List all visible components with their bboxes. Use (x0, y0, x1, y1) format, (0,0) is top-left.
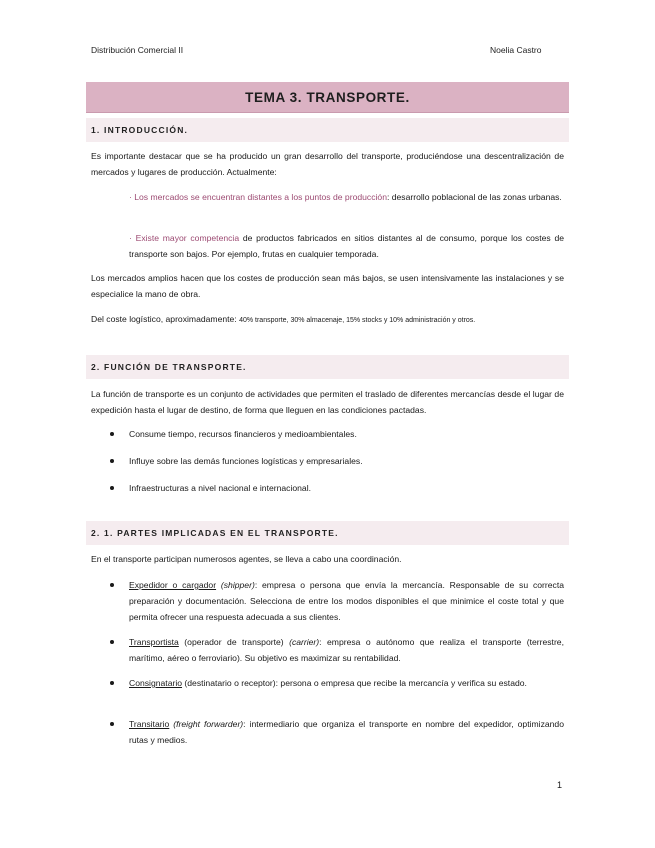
section-heading-function: 2. FUNCIÓN DE TRANSPORTE. (86, 355, 569, 379)
agent-forwarder-paren: (freight forwarder) (169, 719, 244, 729)
agent-shipper-paren: (shipper) (216, 580, 255, 590)
bullet-dot (110, 681, 114, 685)
header-author: Noelia Castro (490, 45, 542, 55)
parties-intro: En el transporte participan numerosos agentes, se lleva a cabo una coordinación. (91, 554, 402, 564)
bullet-dot (110, 432, 114, 436)
page-number: 1 (557, 780, 563, 790)
bullet-dot (110, 640, 114, 644)
document-title: TEMA 3. TRANSPORTE. (86, 82, 569, 113)
agent-consignee-term: Consignatario (129, 678, 183, 688)
intro-item-competition (129, 230, 564, 262)
function-bullet-1: Consume tiempo, recursos financieros y medioambientales. (129, 429, 357, 439)
cost-breakdown (91, 311, 564, 329)
intro-item-competition-text: de productos fabricados en sitios distantes al de consumo, porque los costes de transporte son bajos. Por ejemplo, frutas en cualquier temporada. (129, 233, 565, 259)
agent-shipper (129, 577, 564, 625)
intro-paragraph: Es importante destacar que se ha producido un gran desarrollo del transporte, produciéndose una descentralización de mercados y lugares de producción. Actualmente: (91, 151, 564, 177)
bullet-dot (110, 722, 114, 726)
agent-carrier-paren: (operador de transporte) (178, 637, 290, 647)
agent-carrier-term: Transportista (129, 637, 179, 647)
bullet-dot (110, 459, 114, 463)
cost-values: 40% transporte, 30% almacenaje, 15% stocks y 10% administración y otros. (239, 317, 476, 324)
intro-item-markets (129, 189, 564, 205)
agent-consignee-desc: : persona o empresa que recibe la mercancía y verifica su estado. (275, 678, 527, 688)
function-bullet-2: Influye sobre las demás funciones logísticas y empresariales. (129, 456, 363, 466)
agent-forwarder-term: Transitario (129, 719, 170, 729)
agent-consignee (129, 675, 564, 691)
markets-paragraph: Los mercados amplios hacen que los costes de producción sean más bajos, se usen intensivamente las instalaciones y se especialice la mano de obra. (91, 273, 564, 299)
section-heading-parties: 2. 1. PARTES IMPLICADAS EN EL TRANSPORTE. (86, 521, 569, 545)
agent-shipper-desc: : empresa o persona que envía la mercancía. Responsable de su correcta preparación y documentación. Selecciona de entre los modos disponibles el que minimice el coste total y que permita ofrecer una respuesta adecuada a sus clientes. (129, 580, 565, 622)
function-bullet-3: Infraestructuras a nivel nacional e internacional. (129, 483, 312, 493)
agent-carrier-paren2: (carrier) (289, 637, 320, 647)
agent-carrier (129, 634, 564, 666)
bullet-dot (110, 583, 114, 587)
section-heading-intro: 1. INTRODUCCIÓN. (86, 118, 569, 142)
function-paragraph: La función de transporte es un conjunto de actividades que permiten el traslado de diferentes mercancías desde el lugar de expedición hasta el lugar de destino, de forma que lleguen en las condiciones pactadas. (91, 389, 564, 415)
bullet-dot (110, 486, 114, 490)
agent-forwarder (129, 716, 564, 748)
agent-forwarder-desc: : intermediario que organiza el transporte en nombre del expedidor, optimizando rutas y medios. (129, 719, 564, 745)
agent-consignee-paren: (destinatario o receptor) (182, 678, 276, 688)
intro-item-markets-highlight: · Los mercados se encuentran distantes a los puntos de producción (129, 192, 387, 202)
cost-label: Del coste logístico, aproximadamente: (91, 314, 240, 324)
agent-shipper-term: Expedidor o cargador (129, 580, 217, 590)
intro-item-markets-text: : desarrollo poblacional de las zonas urbanas. (386, 192, 562, 202)
intro-item-competition-highlight: · Existe mayor competencia (129, 233, 240, 243)
header-course: Distribución Comercial II (91, 45, 184, 55)
agent-carrier-desc: : empresa o autónomo que realiza el transporte (terrestre, marítimo, aéreo o ferroviario). Su objetivo es maximizar su rentabilidad. (129, 637, 564, 663)
